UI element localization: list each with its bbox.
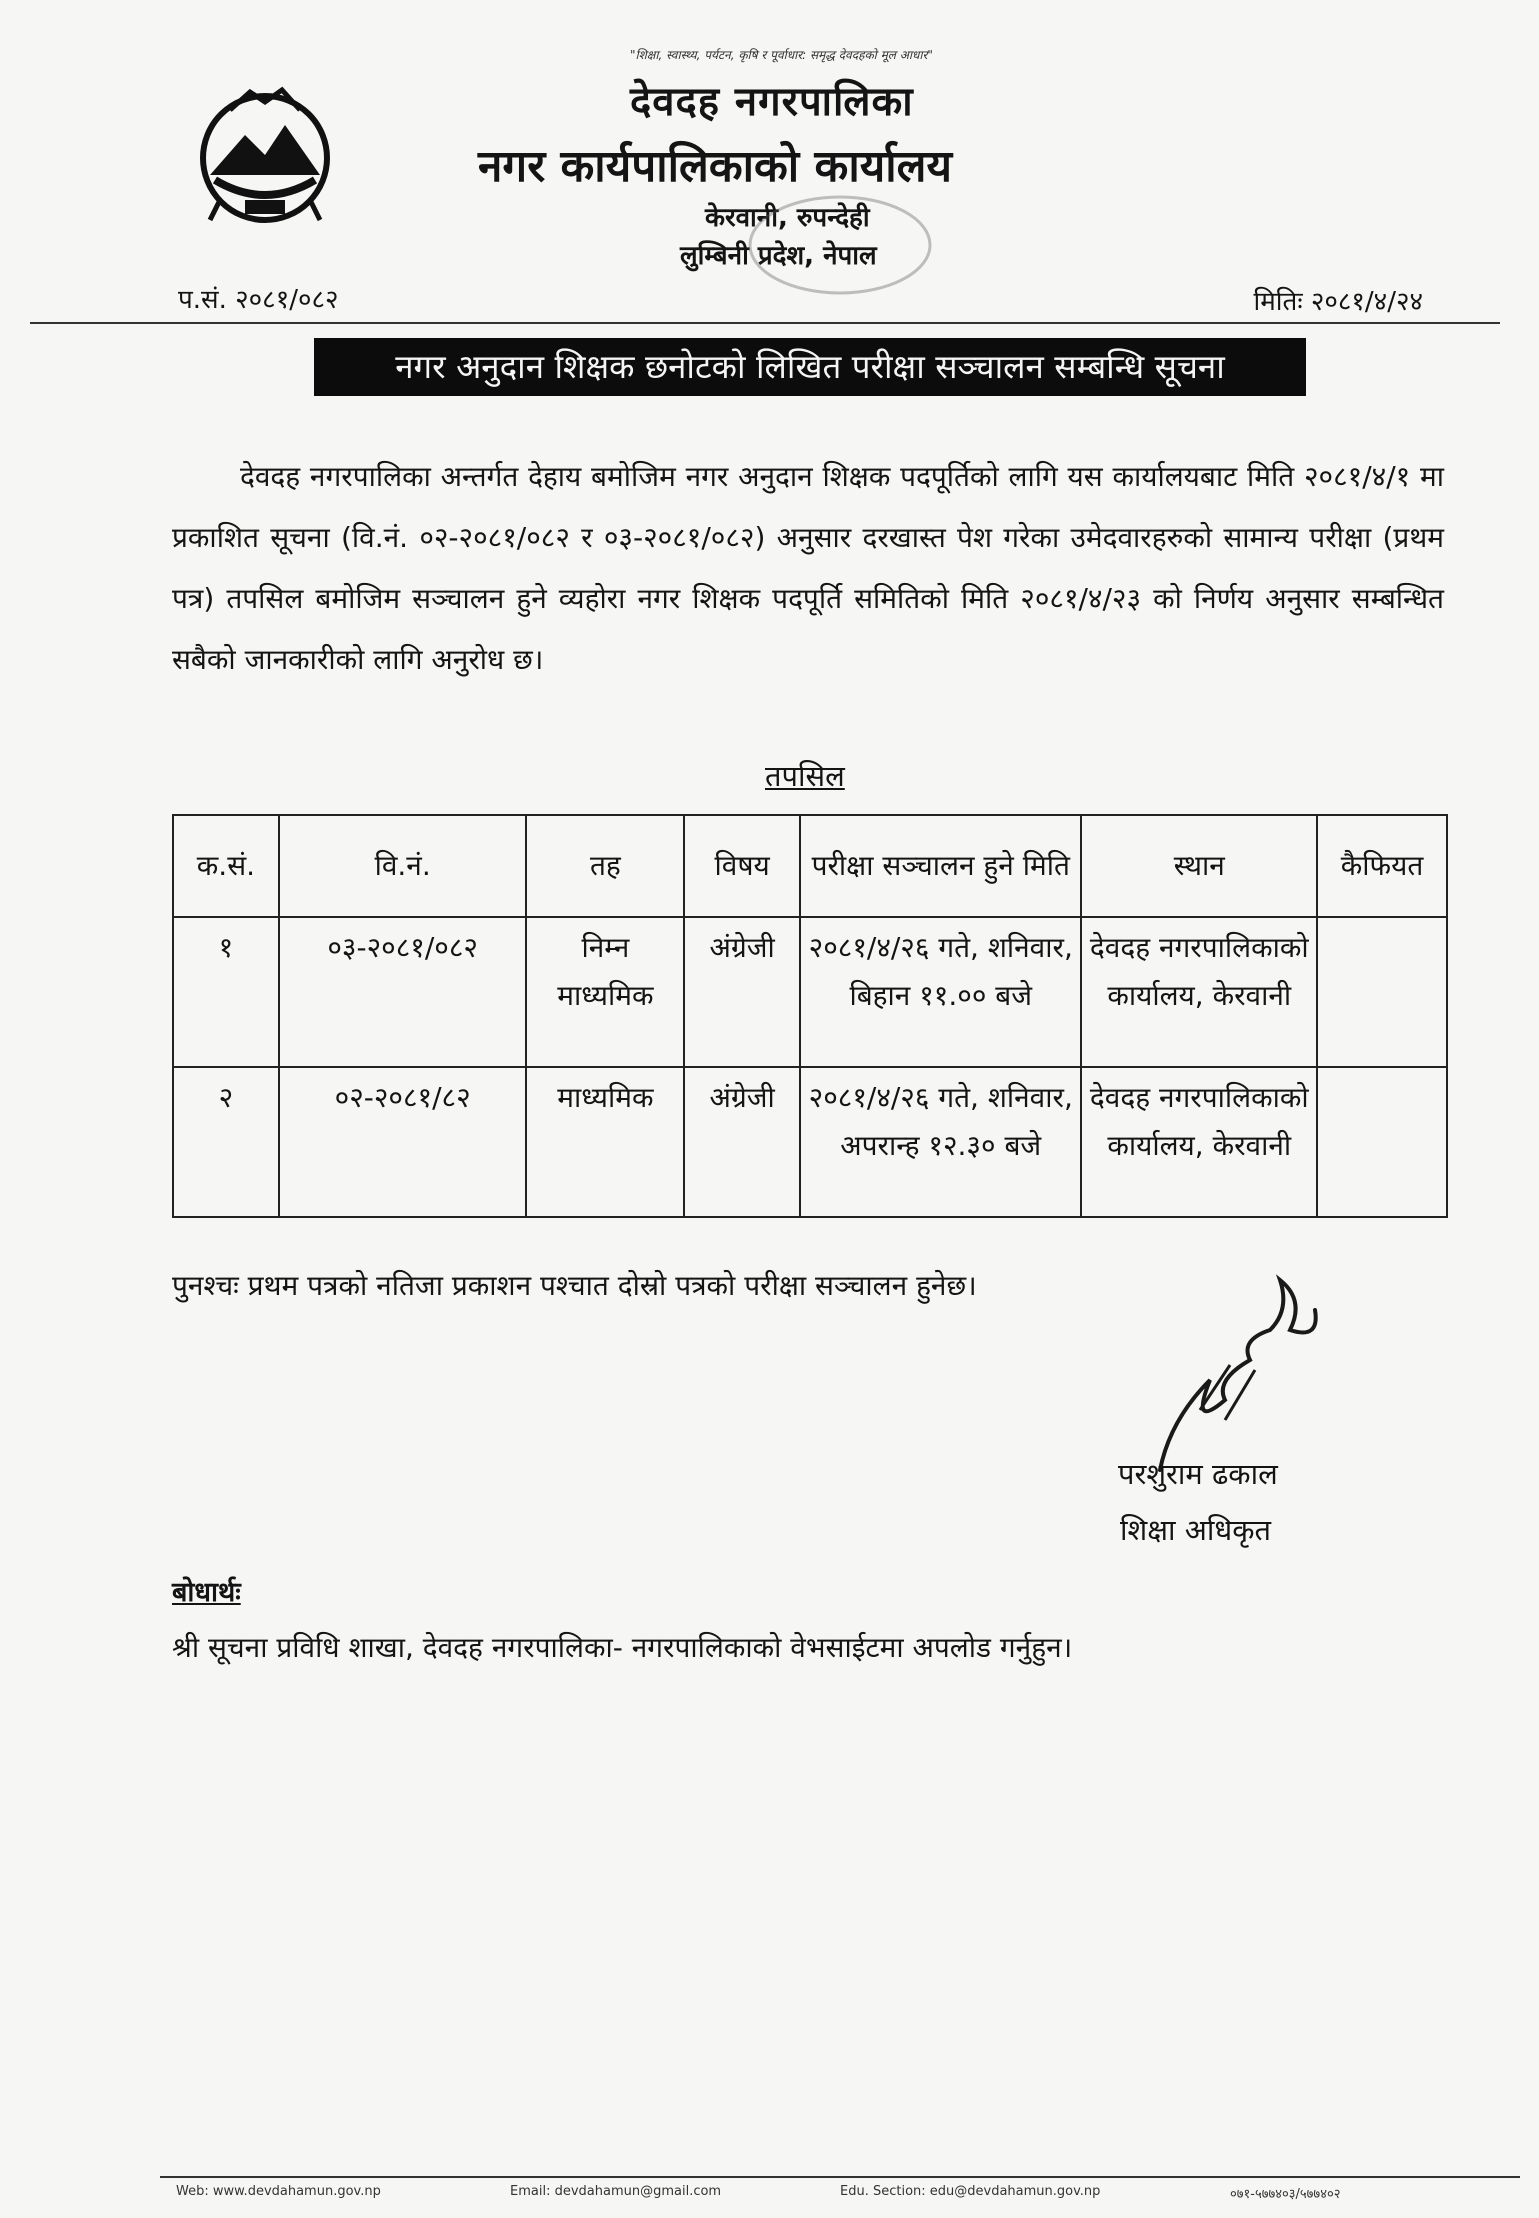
footer-email: Email: devdahamun@gmail.com (510, 2184, 722, 2199)
cell-notice-no: ०३-२०८१/०८२ (279, 917, 527, 1067)
table-row (173, 917, 1447, 1067)
cell-exam-date: २०८१/४/२६ गते, शनिवार, बिहान ११.०० बजे (800, 917, 1081, 1067)
cell-level: माध्यमिक (526, 1067, 684, 1217)
tagline: "शिक्षा, स्वास्थ्य, पर्यटन, कृषि र पूर्वाधार: समृद्ध देवदहको मूल आधार" (630, 48, 933, 62)
table-row (173, 1067, 1447, 1217)
cell-subject: अंग्रेजी (684, 1067, 800, 1217)
footer-web: Web: www.devdahamun.gov.np (176, 2184, 381, 2199)
cell-exam-date: २०८१/४/२६ गते, शनिवार, अपरान्ह १२.३० बजे (800, 1067, 1081, 1217)
notice-body: देवदह नगरपालिका अन्तर्गत देहाय बमोजिम नगर अनुदान शिक्षक पदपूर्तिको लागि यस कार्यालयबाट मिति २०८१/४/१ मा प्रकाशित सूचना (वि.नं. ०२-२०८१/०८२ र ०३-२०८१/०८२) अनुसार दरखास्त पेश गरेका उमेदवारहरुको सामान्य परीक्षा (प्रथम पत्र) तपसिल बमोजिम सञ्चालन हुने व्यहोरा नगर शिक्षक पदपूर्ति समितिको मिति २०८१/४/२३ को निर्णय अनुसार सम्बन्धित सबैको जानकारीको लागि अनुरोध छ। (172, 460, 1444, 676)
notice-date: मितिः २०८१/४/२४ (1253, 287, 1423, 317)
cell-notice-no: ०२-२०८१/८२ (279, 1067, 527, 1217)
schedule-heading: तपसिल (765, 759, 845, 793)
office-name: नगर कार्यपालिकाको कार्यालय (478, 141, 952, 192)
signatory-title: शिक्षा अधिकृत (1120, 1513, 1272, 1547)
header-divider (30, 322, 1500, 324)
cell-remarks (1317, 917, 1447, 1067)
cc-label: बोधार्थः (172, 1577, 241, 1608)
cell-subject: अंग्रेजी (684, 917, 800, 1067)
col-venue: स्थान (1081, 815, 1317, 917)
col-serial: क.सं. (173, 815, 279, 917)
footer-edu-email: Edu. Section: edu@devdahamun.gov.np (840, 2184, 1101, 2199)
col-subject: विषय (684, 815, 800, 917)
col-level: तह (526, 815, 684, 917)
cell-serial: २ (173, 1067, 279, 1217)
office-stamp-icon (740, 190, 940, 300)
government-emblem-icon (190, 80, 340, 230)
cell-remarks (1317, 1067, 1447, 1217)
cell-level: निम्न माध्यमिक (526, 917, 684, 1067)
col-notice-no: वि.नं. (279, 815, 527, 917)
col-exam-date: परीक्षा सञ्चालन हुने मिति (800, 815, 1081, 917)
postscript-note: पुनश्चः प्रथम पत्रको नतिजा प्रकाशन पश्चात दोस्रो पत्रको परीक्षा सञ्चालन हुनेछ। (172, 1269, 977, 1302)
reference-number: प.सं. २०८१/०८२ (178, 285, 339, 315)
cell-serial: १ (173, 917, 279, 1067)
footer-phone: ०७१-५७७४०३/५७७४०२ (1230, 2187, 1341, 2202)
address-line-1: केरवानी, रुपन्देही (705, 203, 870, 233)
footer-divider (160, 2176, 1520, 2178)
cell-venue: देवदह नगरपालिकाको कार्यालय, केरवानी (1081, 1067, 1317, 1217)
cell-venue: देवदह नगरपालिकाको कार्यालय, केरवानी (1081, 917, 1317, 1067)
organization-name: देवदह नगरपालिका (630, 79, 914, 125)
signatory-name: परशुराम ढकाल (1118, 1457, 1278, 1491)
exam-schedule-table (172, 814, 1448, 1218)
notice-title: नगर अनुदान शिक्षक छनोटको लिखित परीक्षा सञ्चालन सम्बन्धि सूचना (314, 338, 1306, 396)
cc-text: श्री सूचना प्रविधि शाखा, देवदह नगरपालिका- नगरपालिकाको वेभसाईटमा अपलोड गर्नुहुन। (172, 1631, 1073, 1664)
col-remarks: कैफियत (1317, 815, 1447, 917)
table-header-row (173, 815, 1447, 917)
address-line-2: लुम्बिनी प्रदेश, नेपाल (680, 241, 877, 271)
